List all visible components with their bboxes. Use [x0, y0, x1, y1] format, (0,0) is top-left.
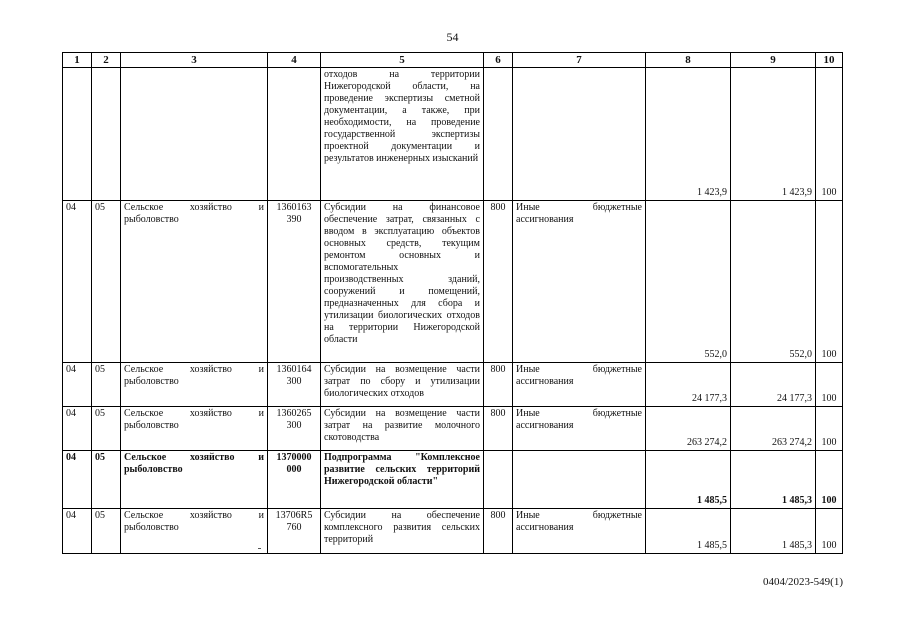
cell-section: 04: [63, 407, 92, 451]
cell-expense-type: [484, 451, 513, 509]
cell-name: Сельское хозяйство и рыболовство: [121, 509, 268, 554]
cell-subsection: [92, 68, 121, 201]
cell-target-code: 1360265 300: [268, 407, 321, 451]
cell-actual: 1 485,3: [731, 451, 816, 509]
cell-expense-type: 800: [484, 201, 513, 363]
cell-expense-type: 800: [484, 363, 513, 407]
cell-percent: 100: [816, 451, 843, 509]
cell-target-code: 1370000 000: [268, 451, 321, 509]
cell-expense-name: Иные бюджетные ассигнования: [513, 407, 646, 451]
cell-description: Субсидии на возмещение части затрат на развитие молочного скотоводства: [321, 407, 484, 451]
cell-name: Сельское хозяйство и рыболовство: [121, 201, 268, 363]
cell-planned: 263 274,2: [646, 407, 731, 451]
cell-section: [63, 68, 92, 201]
cell-planned: 1 423,9: [646, 68, 731, 201]
table-row-subprogram: [63, 451, 843, 509]
col-header-5: 5: [321, 53, 484, 68]
cell-description: Подпрограмма "Комплексное развитие сельских территорий Нижегородской области": [321, 451, 484, 509]
cell-expense-type: [484, 68, 513, 201]
col-header-9: 9: [731, 53, 816, 68]
col-header-3: 3: [121, 53, 268, 68]
col-header-1: 1: [63, 53, 92, 68]
cell-description: Субсидии на обеспечение комплексного развития сельских территорий: [321, 509, 484, 554]
header-row: [63, 53, 843, 68]
cell-section: 04: [63, 509, 92, 554]
cell-target-code: 13706R5 760: [268, 509, 321, 554]
cell-subsection: 05: [92, 363, 121, 407]
table-row: [63, 201, 843, 363]
table-row: [63, 509, 843, 554]
table-body: [63, 68, 843, 554]
cell-actual: 1 423,9: [731, 68, 816, 201]
cell-section: 04: [63, 363, 92, 407]
cell-subsection: 05: [92, 407, 121, 451]
cell-target-code: 1360164 300: [268, 363, 321, 407]
table-row: [63, 68, 843, 201]
col-header-7: 7: [513, 53, 646, 68]
col-header-2: 2: [92, 53, 121, 68]
cell-expense-name: [513, 451, 646, 509]
cell-section: 04: [63, 451, 92, 509]
cell-planned: 24 177,3: [646, 363, 731, 407]
table-header: [63, 53, 843, 68]
table-row: [63, 363, 843, 407]
cell-percent: 100: [816, 407, 843, 451]
budget-table: [62, 52, 843, 554]
cell-actual: 1 485,3: [731, 509, 816, 554]
page-number: 54: [446, 30, 459, 44]
scan-speck: [258, 548, 261, 549]
document-code: 0404/2023-549(1): [762, 576, 843, 588]
cell-actual: 263 274,2: [731, 407, 816, 451]
cell-expense-type: 800: [484, 407, 513, 451]
cell-actual: 24 177,3: [731, 363, 816, 407]
cell-expense-name: Иные бюджетные ассигнования: [513, 201, 646, 363]
cell-actual: 552,0: [731, 201, 816, 363]
col-header-6: 6: [484, 53, 513, 68]
cell-subsection: 05: [92, 509, 121, 554]
table-row: [63, 407, 843, 451]
col-header-4: 4: [268, 53, 321, 68]
cell-expense-name: Иные бюджетные ассигнования: [513, 509, 646, 554]
cell-section: 04: [63, 201, 92, 363]
cell-expense-name: Иные бюджетные ассигнования: [513, 363, 646, 407]
col-header-8: 8: [646, 53, 731, 68]
cell-target-code: [268, 68, 321, 201]
cell-percent: 100: [816, 509, 843, 554]
cell-percent: 100: [816, 363, 843, 407]
cell-name: Сельское хозяйство и рыболовство: [121, 407, 268, 451]
cell-percent: 100: [816, 68, 843, 201]
col-header-10: 10: [816, 53, 843, 68]
cell-expense-name: [513, 68, 646, 201]
cell-target-code: 1360163 390: [268, 201, 321, 363]
cell-name: Сельское хозяйство и рыболовство: [121, 451, 268, 509]
cell-description: отходов на территории Нижегородской области, на проведение экспертизы сметной документации, а также, при необходимости, на проведение государственной экспертизы проектной документации и результатов инженерных изысканий: [321, 68, 484, 201]
cell-expense-type: 800: [484, 509, 513, 554]
cell-name: Сельское хозяйство и рыболовство: [121, 363, 268, 407]
cell-percent: 100: [816, 201, 843, 363]
cell-subsection: 05: [92, 451, 121, 509]
cell-name: [121, 68, 268, 201]
cell-description: Субсидии на финансовое обеспечение затрат, связанных с вводом в эксплуатацию объектов основных средств, текущим ремонтом основных и вспомогательных производственных зданий, сооружений и помещений, предназначенных для сбора и утилизации биологических отходов на территории Нижегородской области: [321, 201, 484, 363]
cell-planned: 1 485,5: [646, 451, 731, 509]
cell-planned: 1 485,5: [646, 509, 731, 554]
cell-description: Субсидии на возмещение части затрат по сбору и утилизации биологических отходов: [321, 363, 484, 407]
cell-planned: 552,0: [646, 201, 731, 363]
cell-subsection: 05: [92, 201, 121, 363]
